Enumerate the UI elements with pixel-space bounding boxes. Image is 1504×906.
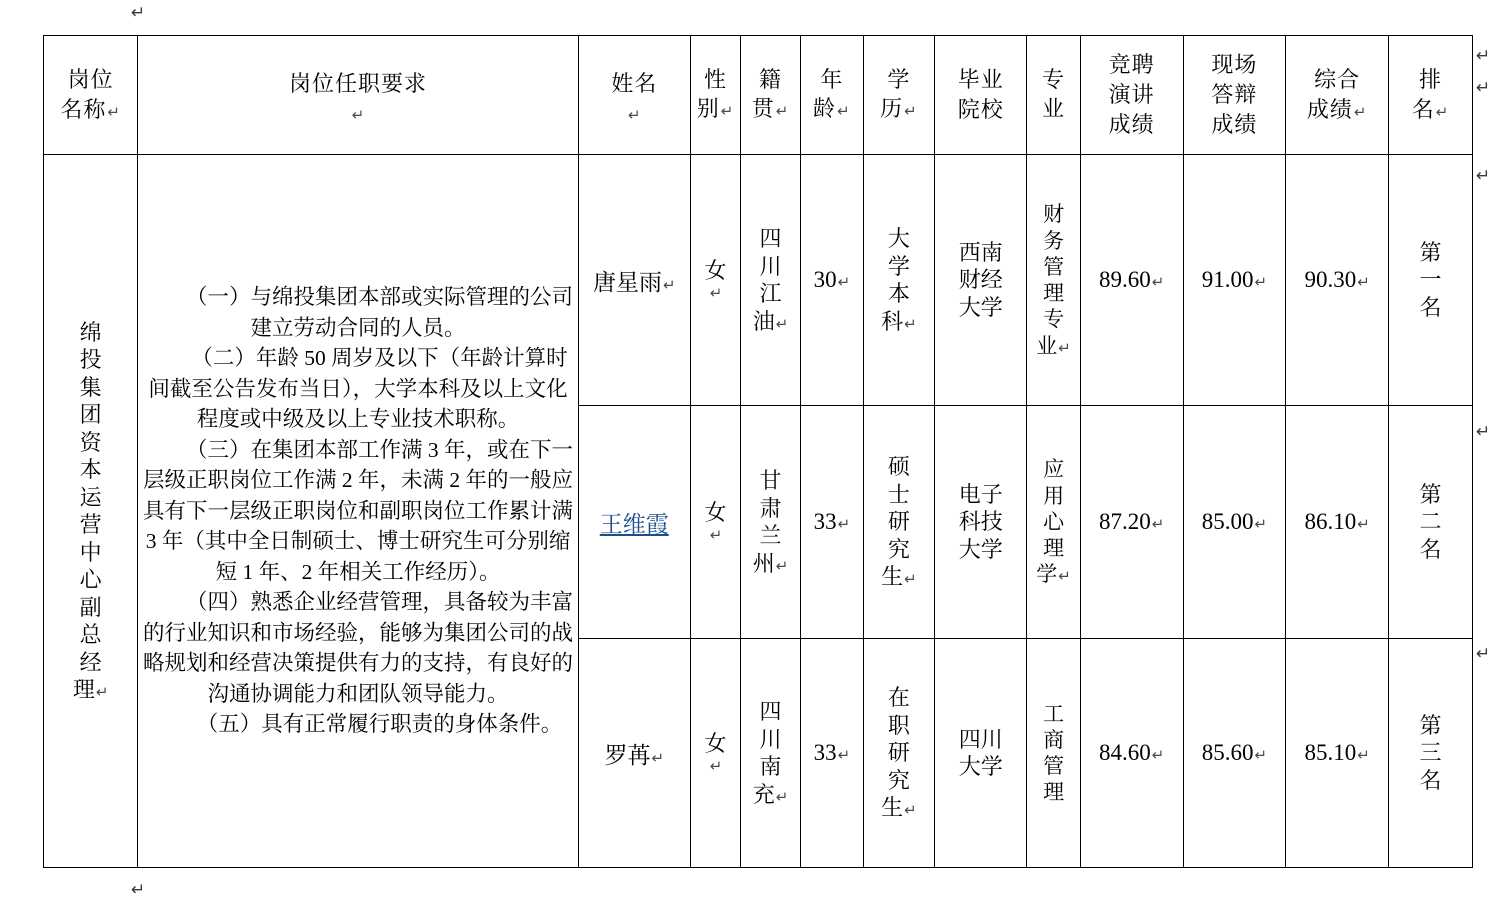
paragraph-mark: ↵	[1254, 746, 1268, 764]
cell-defense-score	[1183, 155, 1286, 406]
paragraph-mark: ↵	[1476, 78, 1491, 98]
cell-candidate-name	[578, 639, 690, 868]
paragraph-mark: ↵	[662, 275, 676, 294]
header-candidate-name	[578, 36, 690, 155]
cell-total-score	[1286, 406, 1389, 639]
header-total-score: 综合 成绩↵	[1286, 36, 1389, 155]
paragraph-mark: ↵	[1058, 338, 1071, 357]
paragraph-mark: ↵	[775, 314, 789, 333]
header-requirements-label: 岗位任职要求	[289, 70, 428, 96]
cell-school: 电子 科技 大学	[935, 406, 1027, 639]
header-education: 学 历↵	[863, 36, 934, 155]
cell-school: 四川 大学	[935, 639, 1027, 868]
cell-gender	[690, 639, 740, 868]
header-school: 毕业 院校	[935, 36, 1027, 155]
header-speech-score: 竞聘 演讲 成绩	[1080, 36, 1183, 155]
candidate-name-text: 唐星雨	[592, 269, 662, 295]
cell-gender	[690, 406, 740, 639]
age-text: 33	[813, 740, 837, 765]
cell-major: 应 用 心 理 学↵	[1027, 406, 1080, 639]
requirement-item-2: （二）年龄 50 周岁及以下（年龄计算时间截至公告发布当日），大学本科及以上文化程度或中级及以上专业技术职称。	[148, 346, 568, 432]
cell-native-place: 甘 肃 兰 州↵	[741, 406, 801, 639]
gender-text: 女	[704, 499, 727, 525]
cell-requirements	[138, 155, 578, 868]
paragraph-mark: ↵	[1476, 422, 1491, 442]
paragraph-mark: ↵	[904, 570, 917, 589]
cell-native-place: 四 川 江 油↵	[741, 155, 801, 406]
gender-text: 女	[704, 257, 727, 283]
cell-candidate-name	[578, 406, 690, 639]
cell-age	[800, 155, 863, 406]
candidate-name-text: 罗苒	[604, 742, 651, 768]
cell-education: 大 学 本 科↵	[863, 155, 934, 406]
cell-rank: 第 三 名	[1389, 639, 1473, 868]
paragraph-mark: ↵	[1476, 46, 1491, 66]
total-score-text: 85.10	[1304, 740, 1357, 765]
speech-score-text: 89.60	[1099, 267, 1151, 292]
total-score-text: 90.30	[1304, 267, 1357, 292]
cell-defense-score	[1183, 406, 1286, 639]
paragraph-mark-top: ↵	[131, 3, 146, 23]
paragraph-mark: ↵	[1357, 746, 1370, 764]
paragraph-mark: ↵	[904, 102, 918, 120]
paragraph-mark: ↵	[709, 526, 723, 545]
cell-speech-score	[1080, 155, 1183, 406]
requirement-item-3: （三）在集团本部工作满 3 年，或在下一层级正职岗位工作满 2 年，未满 2 年的一般应具有下一层级正职岗位和副职岗位工作累计满 3 年（其中全日制硕士、博士研究生可分别缩短 1 年、2 年相关工作经历）。	[143, 437, 574, 584]
cell-education: 硕 士 研 究 生↵	[863, 406, 934, 639]
speech-score-text: 87.20	[1099, 509, 1151, 534]
paragraph-mark: ↵	[1476, 166, 1491, 186]
paragraph-mark: ↵	[1254, 515, 1268, 533]
paragraph-mark: ↵	[351, 105, 366, 124]
paragraph-mark: ↵	[837, 746, 851, 764]
gender-text: 女	[704, 730, 727, 756]
paragraph-mark: ↵	[1254, 273, 1268, 291]
paragraph-mark: ↵	[1357, 273, 1370, 291]
paragraph-mark: ↵	[720, 102, 735, 120]
paragraph-mark: ↵	[1151, 746, 1165, 764]
paragraph-mark: ↵	[1357, 515, 1370, 533]
requirement-item-4: （四）熟悉企业经营管理，具备较为丰富的行业知识和市场经验，能够为集团公司的战略规划和经营决策提供有力的支持，有良好的沟通协调能力和团队领导能力。	[143, 590, 574, 706]
cell-speech-score	[1080, 639, 1183, 868]
paragraph-mark: ↵	[1058, 567, 1071, 586]
cell-age	[800, 406, 863, 639]
paragraph-mark: ↵	[775, 787, 789, 806]
cell-age	[800, 639, 863, 868]
cell-education: 在 职 研 究 生↵	[863, 639, 934, 868]
paragraph-mark: ↵	[1353, 103, 1368, 121]
cell-rank: 第 二 名	[1389, 406, 1473, 639]
paragraph-mark: ↵	[904, 801, 917, 820]
header-major: 专 业	[1027, 36, 1080, 155]
header-defense-score: 现场 答辩 成绩	[1183, 36, 1286, 155]
cell-candidate-name	[578, 155, 690, 406]
table-row	[44, 155, 1473, 406]
cell-position-name: 绵 投 集 团 资 本 运 营 中 心 副 总 经 理↵	[44, 155, 138, 868]
header-native-place: 籍 贯↵	[741, 36, 801, 155]
cell-school: 西南 财经 大学	[935, 155, 1027, 406]
paragraph-mark: ↵	[107, 103, 121, 121]
paragraph-mark: ↵	[627, 105, 642, 124]
header-candidate-name-label: 姓名	[611, 70, 658, 96]
paragraph-mark: ↵	[904, 314, 917, 333]
requirement-item-5: （五）具有正常履行职责的身体条件。	[196, 712, 563, 737]
paragraph-mark: ↵	[837, 273, 851, 291]
cell-native-place: 四 川 南 充↵	[741, 639, 801, 868]
paragraph-mark: ↵	[837, 102, 851, 120]
paragraph-mark: ↵	[1151, 515, 1165, 533]
age-text: 33	[813, 509, 837, 534]
cell-speech-score	[1080, 406, 1183, 639]
defense-score-text: 85.60	[1201, 740, 1254, 765]
defense-score-text: 91.00	[1201, 267, 1254, 292]
cell-major: 工 商 管 理	[1027, 639, 1080, 868]
cell-gender	[690, 155, 740, 406]
total-score-text: 86.10	[1304, 509, 1357, 534]
paragraph-mark: ↵	[1435, 103, 1450, 121]
table-header-row	[44, 36, 1473, 155]
paragraph-mark: ↵	[775, 556, 789, 575]
paragraph-mark: ↵	[775, 102, 790, 120]
right-margin-paragraph-marks	[1476, 0, 1498, 906]
cell-total-score	[1286, 639, 1389, 868]
header-rank: 排 名↵	[1389, 36, 1473, 155]
speech-score-text: 84.60	[1099, 740, 1151, 765]
requirement-item-1: （一）与绵投集团本部或实际管理的公司建立劳动合同的人员。	[186, 285, 574, 340]
paragraph-mark: ↵	[837, 515, 851, 533]
cell-major: 财 务 管 理 专 业↵	[1027, 155, 1080, 406]
paragraph-mark: ↵	[651, 748, 665, 767]
header-age: 年 龄↵	[800, 36, 863, 155]
header-gender: 性 别↵	[690, 36, 740, 155]
header-position-name: 岗位 名称↵	[44, 36, 138, 155]
candidate-name-text: 王维霞	[599, 511, 669, 537]
header-requirements	[138, 36, 578, 155]
paragraph-mark: ↵	[95, 683, 109, 701]
paragraph-mark: ↵	[709, 284, 723, 303]
cell-total-score	[1286, 155, 1389, 406]
recruitment-results-table	[43, 35, 1473, 868]
paragraph-mark: ↵	[709, 757, 723, 776]
age-text: 30	[813, 267, 837, 292]
cell-defense-score	[1183, 639, 1286, 868]
defense-score-text: 85.00	[1201, 509, 1254, 534]
paragraph-mark-bottom: ↵	[131, 880, 146, 900]
paragraph-mark: ↵	[1151, 273, 1165, 291]
paragraph-mark: ↵	[1476, 644, 1491, 664]
cell-rank: 第 一 名	[1389, 155, 1473, 406]
